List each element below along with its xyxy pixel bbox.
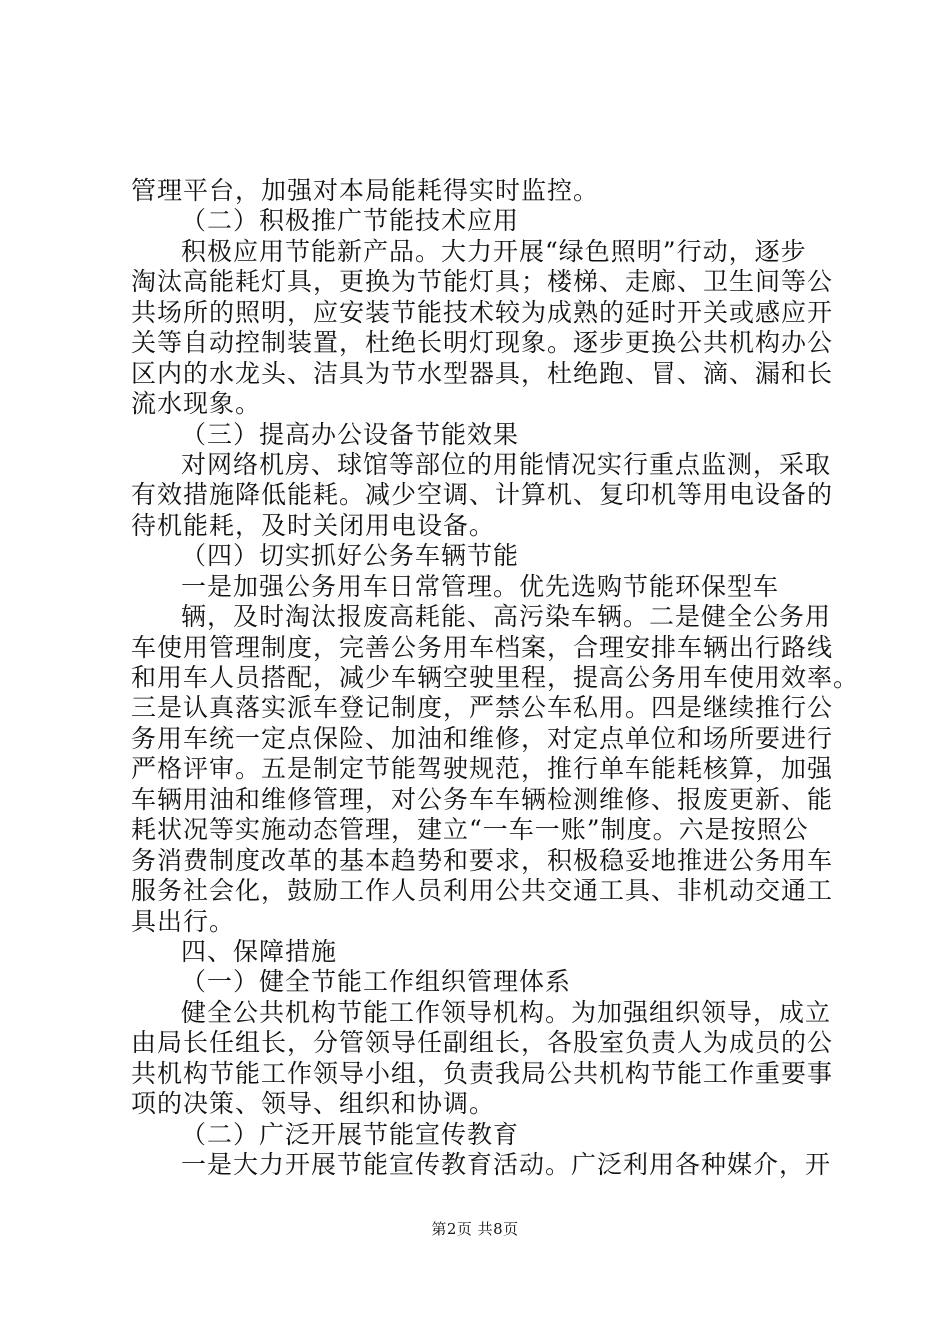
body-line: 共机构节能工作领导小组，负责我局公共机构节能工作重要事 — [131, 1059, 834, 1088]
body-line: 辆，及时淘汰报废高耗能、高污染车辆。二是健全公务用 — [181, 602, 832, 631]
section-heading: （四）切实抓好公务车辆节能 — [181, 541, 520, 570]
body-line: 对网络机房、球馆等部位的用能情况实行重点监测，采取 — [181, 450, 832, 479]
body-line: 待机能耗，及时关闭用电设备。 — [131, 511, 496, 540]
body-line: 一是加强公务用车日常管理。优先选购节能环保型车 — [181, 572, 780, 601]
body-line: 区内的水龙头、洁具为节水型器具，杜绝跑、冒、滴、漏和长 — [131, 359, 834, 388]
body-line: 健全公共机构节能工作领导机构。为加强组织领导，成立 — [181, 998, 832, 1027]
page-number-label: 第2页 共8页 — [431, 1220, 519, 1238]
body-line: 积极应用节能新产品。大力开展“绿色照明”行动，逐步 — [181, 237, 807, 266]
body-line: 具出行。 — [131, 907, 236, 936]
body-line: 共场所的照明，应安装节能技术较为成熟的延时开关或感应开 — [131, 298, 834, 327]
body-line: 淘汰高能耗灯具，更换为节能灯具；楼梯、走廊、卫生间等公 — [131, 267, 834, 296]
page-footer — [0, 1218, 950, 1240]
body-line: 服务社会化，鼓励工作人员利用公共交通工具、非机动交通工 — [131, 876, 834, 905]
body-line: 项的决策、领导、组织和协调。 — [131, 1089, 496, 1118]
body-line: 严格评审。五是制定节能驾驶规范，推行单车能耗核算，加强 — [131, 754, 834, 783]
section-heading: （二）广泛开展节能宣传教育 — [181, 1120, 520, 1149]
body-line: 三是认真落实派车登记制度，严禁公车私用。四是继续推行公 — [131, 693, 834, 722]
section-heading: （三）提高办公设备节能效果 — [181, 420, 520, 449]
body-line: 车使用管理制度，完善公务用车档案，合理安排车辆出行路线 — [131, 633, 834, 662]
body-line: 和用车人员搭配，减少车辆空驶里程，提高公务用车使用效率。 — [131, 663, 860, 692]
body-line: 流水现象。 — [131, 389, 262, 418]
body-line: 关等自动控制装置，杜绝长明灯现象。逐步更换公共机构办公 — [131, 328, 834, 357]
body-line: 车辆用油和维修管理，对公务车车辆检测维修、报废更新、能 — [131, 785, 834, 814]
section-heading: （二）积极推广节能技术应用 — [181, 206, 520, 235]
body-line: 管理平台，加强对本局能耗得实时监控。 — [131, 176, 600, 205]
body-line: 一是大力开展节能宣传教育活动。广泛利用各种媒介，开 — [181, 1150, 832, 1179]
body-line: 由局长任组长，分管领导任副组长，各股室负责人为成员的公 — [131, 1028, 834, 1057]
section-heading: 四、保障措施 — [181, 937, 338, 966]
body-line: 务用车统一定点保险、加油和维修，对定点单位和场所要进行 — [131, 724, 834, 753]
body-line: 务消费制度改革的基本趋势和要求，积极稳妥地推进公务用车 — [131, 846, 834, 875]
body-line: 有效措施降低能耗。减少空调、计算机、复印机等用电设备的 — [131, 480, 834, 509]
body-line: 耗状况等实施动态管理，建立“一车一账”制度。六是按照公 — [131, 815, 809, 844]
section-heading: （一）健全节能工作组织管理体系 — [181, 967, 572, 996]
